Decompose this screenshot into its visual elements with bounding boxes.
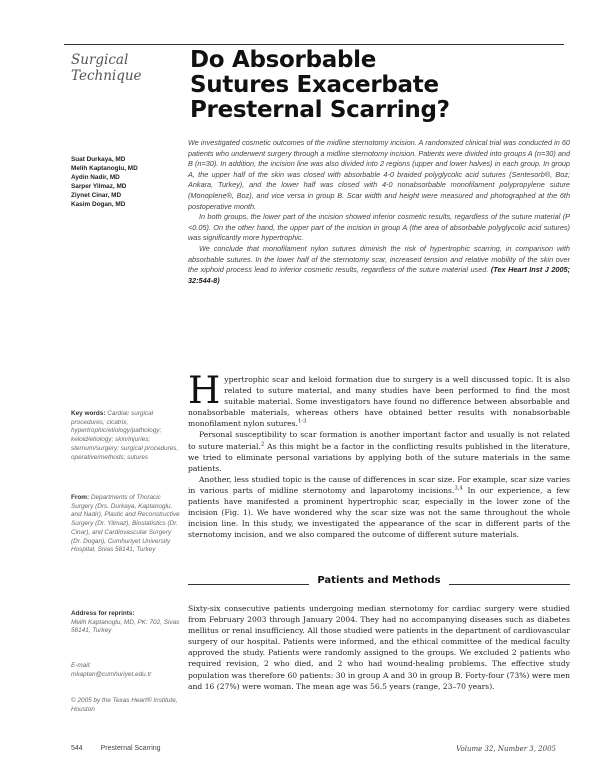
reprints-block (71, 610, 181, 636)
author: Aydin Nadir, MD (71, 173, 120, 181)
reprints-text: Melih Kaptanoglu, MD, PK: 702, Sivas 58141, Turkey (71, 618, 180, 635)
introduction (188, 369, 571, 540)
author: Melih Kaptanoglu, MD (71, 164, 138, 172)
intro-paragraph-3 (188, 474, 570, 541)
reference: 1-3 (297, 418, 307, 425)
abstract-paragraph-1: We investigated cosmetic outcomes of the midline sternotomy incision. A randomized clinical trial was conducted in 60 patients who underwent surgery through a midline sternotomy incision. Patients were divided into groups A (n=30) and B (n=30). In addition, the incision line was also divided into 2 regions (upper and lower halves) in each group. In group A, the upper half of the skin was closed with absorbable 4-0 braided polyglycolic acid sutures (Sentesorb®, Boz; Ankara, Turkey), and the lower half was closed with 4-0 nonabsorbable monofilament polypropylene suture (Monoplene®, Boz), and vice versa in group B. Scar width and height were measured and photographed at the 6th postoperative month. (188, 138, 570, 211)
reprints-label: Address for reprints: (71, 610, 135, 617)
intro-p2-text-a: Personal susceptibility to scar formation is another important factor and usually is not related to suture material. (188, 430, 570, 451)
abstract-p3-text: We conclude that monofilament nylon sutures diminish the risk of hypertrophic scarring, in comparison with absorbable sutures. In the lower half of the sternotomy scar, increased tension and relative mobility of the skin over the xiphoid process lead to inferior cosmetic results, regardless of the suture material used. (188, 243, 570, 275)
email-label: E-mail: (71, 662, 91, 669)
intro-p2-text-b: As this might be a factor in the conflicting results published in the literature, we tried to eliminate personal variations by applying both of the suture materials in the same patients. (188, 441, 571, 473)
author-list (71, 156, 186, 209)
intro-p3-text-a: Another, less studied topic is the cause of differences in scar size. For example, scar size varies in various parts of midline sternotomy and laparotomy incisions. (188, 474, 570, 495)
author: Ziynet Cinar, MD (71, 191, 122, 199)
title-line1: Do Absorbable (190, 47, 377, 73)
title-line3: Presternal Scarring? (190, 97, 450, 123)
section-heading: Patients and Methods (309, 575, 448, 586)
intro-p1-text: ypertrophic scar and keloid formation due to surgery is a well discussed topic. It is also related to suture material, and many studies have been performed to find the most suitable material. Some investigators have found no difference between absorbable and nonabsorbable materials, whereas others have obtained better results with nonabsorbable monofilament nylon sutures. (188, 375, 570, 429)
from-label: From: (71, 494, 90, 501)
section-label-line1: Surgical (71, 52, 129, 68)
methods-paragraph-1: Sixty-six consecutive patients undergoing median sternotomy for cardiac surgery were studied from February 2003 through January 2004. They had no accompanying diseases such as diabetes mellitus or renal insufficiency. All those studied were patients in the department of cardiovascular surgery of our hospital. Patients were informed, and the ethical committee of the medical faculty approved the study. Patients were randomly assigned to the groups. We excluded 2 patients who required revision, 2 who died, and 2 who had wound-healing problems. The effective study population was therefore 60 patients: 30 in group A and 30 in group B. Forty-four (73%) were men and 16 (27%) were woman. The mean age was 56.5 years (range, 23–70 years). (188, 604, 570, 691)
title-line2: Sutures Exacerbate (190, 72, 439, 98)
email-address[interactable]: mkaptan@cumhuriyet.edu.tr (71, 670, 152, 678)
copyright-block (71, 697, 181, 714)
author: Kasim Dogan, MD (71, 200, 126, 208)
reference: 3,4 (454, 485, 463, 492)
affiliation-block (71, 494, 181, 555)
footer-left (71, 745, 177, 752)
methods-heading-block (188, 573, 570, 595)
drop-cap: H (188, 369, 221, 412)
keywords-block (71, 410, 181, 462)
article-title (190, 48, 570, 123)
keywords-label: Key words: (71, 410, 106, 417)
heading-container (188, 575, 570, 586)
section-label (71, 52, 181, 84)
intro-paragraph-2 (188, 429, 570, 473)
email-block (71, 662, 181, 679)
page-number: 544 (71, 745, 83, 752)
section-label-line2: Technique (71, 68, 142, 84)
author: Suat Durkaya, MD (71, 156, 126, 163)
keywords-text: Cardiac surgical procedures; cicatrix, hypertrophic/etiology/pathology; keloid/etiology; skin/injuries; sternum/surgery; surgical procedures, operative/methods; sutures (71, 410, 179, 461)
from-text: Departments of Thoracic Surgery (Drs. Durkaya, Kaptanoglu, and Nadir), Plastic and Reconstructive Surgery (Dr. Yilmaz), Biostatistics (Dr. Cinar), and Cardiovascular Surgery (Dr. Dogan), Cumhuriyet University Hospital, Sivas 58141, Turkey (71, 494, 180, 554)
copyright-text: © 2005 by the Texas Heart® Institute, Houston (71, 697, 178, 713)
abstract (188, 138, 570, 286)
top-rule (64, 44, 564, 45)
methods-section (188, 603, 570, 692)
abstract-paragraph-2: In both groups, the lower part of the incision showed inferior cosmetic results, regardless of the suture material (P <0.05). On the other hand, the upper part of the incision in group A (the area of absorbable polyglycolic acid sutures) was significantly more hypertrophic. (188, 212, 570, 243)
journal-info: Volume 32, Number 3, 2005 (456, 745, 556, 753)
citation: (Tex Heart Inst J 2005; 32:544-8) (188, 265, 570, 285)
abstract-paragraph-3 (188, 244, 570, 286)
intro-p3-text-b: In our experience, a few patients have manifested a prominent hypertrophic scar, especially in the lower zone of the incision (Fig. 1). We have wondered why the scar size was not the same throughout the whole incision line. In this study, we investigated the appearance of the scar in different parts of the sternotomy incision, and we also compared the outcome of different suture materials. (188, 485, 571, 540)
author: Sarper Yilmaz, MD (71, 182, 127, 190)
reference: 2 (260, 441, 265, 448)
intro-paragraph-1 (188, 369, 570, 429)
running-title: Presternal Scarring (100, 745, 161, 752)
